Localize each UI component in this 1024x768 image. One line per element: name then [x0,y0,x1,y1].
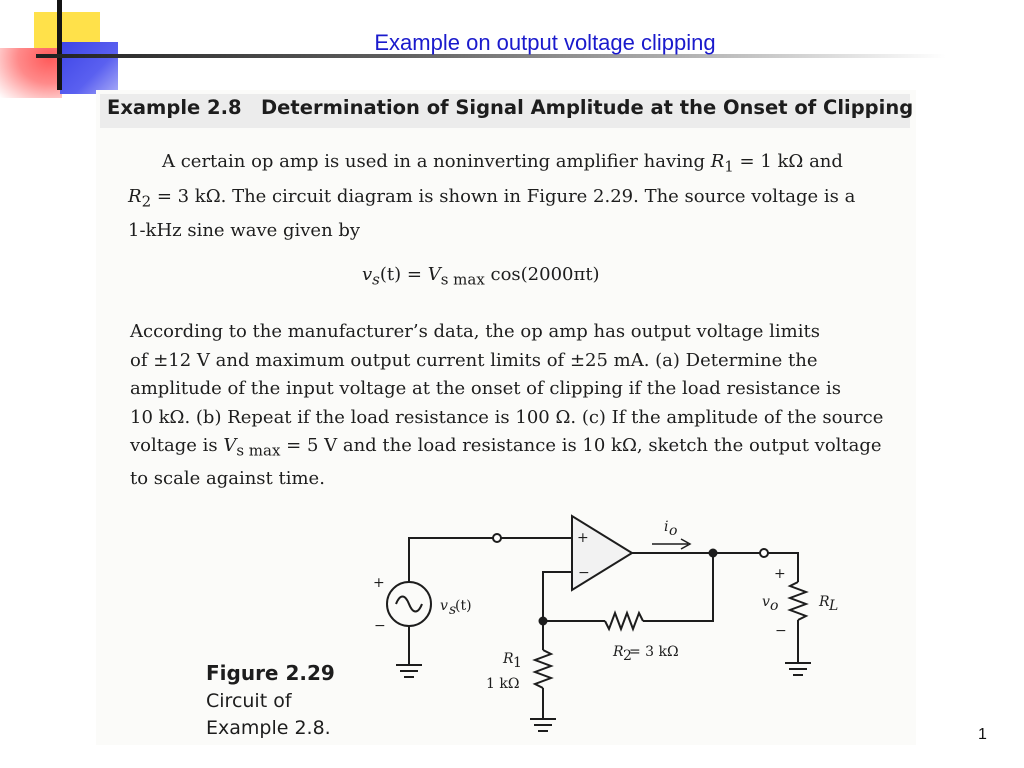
ground-symbol-r1 [530,719,556,731]
resistor-r1 [535,650,551,688]
output-minus-label: − [775,623,787,639]
figure-caption-title: Figure 2.29 [206,661,335,685]
example-title: Determination of Signal Amplitude at the Onset of Clipping [261,96,914,119]
source-label: v [440,598,448,614]
p1-line3-text: 1-kHz sine wave given by [128,220,361,242]
p2-line1: According to the manufacturer’s data, the op amp has output voltage limits [130,321,820,342]
figure-caption [206,660,335,742]
rl-subscript: L [829,598,839,614]
input-terminal [493,534,501,542]
example-number: Example 2.8 [107,96,242,119]
feedback-wire-right [643,553,713,621]
p2-vsmax-subscript: s max [236,441,281,460]
eq-rhs-symbol: V [427,264,441,285]
vo-label: v [762,594,770,610]
eq-rhs-rest: cos(2000πt) [484,264,600,285]
ground-symbol-source [396,665,422,677]
load-resistor-rl [790,582,806,620]
slide-title: Example on output voltage clipping [374,30,716,55]
output-plus-label: + [774,566,786,582]
source-label-arg: (t) [455,598,472,614]
ground-symbol-load [785,663,811,675]
sine-wave-icon [396,597,422,612]
p2-vsmax-symbol: V [223,435,237,456]
page-number: 1 [978,726,987,743]
r1-value: 1 kΩ [486,676,520,692]
eq-lhs-symbol: v [362,264,373,285]
figure-caption-line1: Circuit of [206,690,292,712]
rl-label: R [819,594,830,610]
p1-line1-end: = 1 kΩ and [733,151,843,172]
minus-input-wire [543,572,572,650]
output-junction-dot [709,549,718,558]
p2-line5-end: = 5 V and the load resistance is 10 kΩ, sketch the output voltage [280,435,882,456]
figure-caption-line2: Example 2.8. [206,717,331,739]
p2-line6: to scale against time. [130,468,325,490]
p1-line1-text: A certain op amp is used in a noninverting amplifier having [162,151,711,172]
io-subscript: o [669,523,678,539]
io-label: i [664,519,669,535]
p2-line4: 10 kΩ. (b) Repeat if the load resistance is 100 Ω. (c) If the amplitude of the source [130,406,884,428]
r2-symbol: R [128,185,142,207]
r1-symbol: R [710,151,725,172]
feedback-resistor-r2 [605,613,643,629]
p2-line2: of ±12 V and maximum output current limits of ±25 mA. (a) Determine the [130,349,818,371]
vo-subscript: o [770,598,779,614]
output-terminal [760,549,768,557]
r1-subscript: 1 [513,655,522,671]
eq-lhs-arg: (t) = [379,264,428,285]
r2-value: = 3 kΩ [629,644,679,660]
source-minus-label: − [374,618,386,634]
r2-subscript: 2 [623,648,632,664]
eq-rhs-subscript: s max [440,270,485,289]
opamp-minus-label: − [578,565,590,581]
r2-label: R [613,644,624,660]
p1-line2-text: = 3 kΩ. The circuit diagram is shown in Figure 2.29. The source voltage is a [151,185,856,207]
p2-line3: amplitude of the input voltage at the onset of clipping if the load resistance is [130,378,842,399]
r1-subscript: 1 [724,157,734,176]
p2-line5-start: voltage is [130,435,224,456]
source-label-subscript: s [449,602,457,618]
opamp-plus-label: + [577,530,589,546]
input-wire [409,538,493,582]
r1-label: R [503,651,514,667]
eq-lhs-subscript: s [372,270,380,289]
source-plus-label: + [373,575,385,591]
feedback-junction-dot [539,617,548,626]
r2-subscript: 2 [141,192,152,211]
